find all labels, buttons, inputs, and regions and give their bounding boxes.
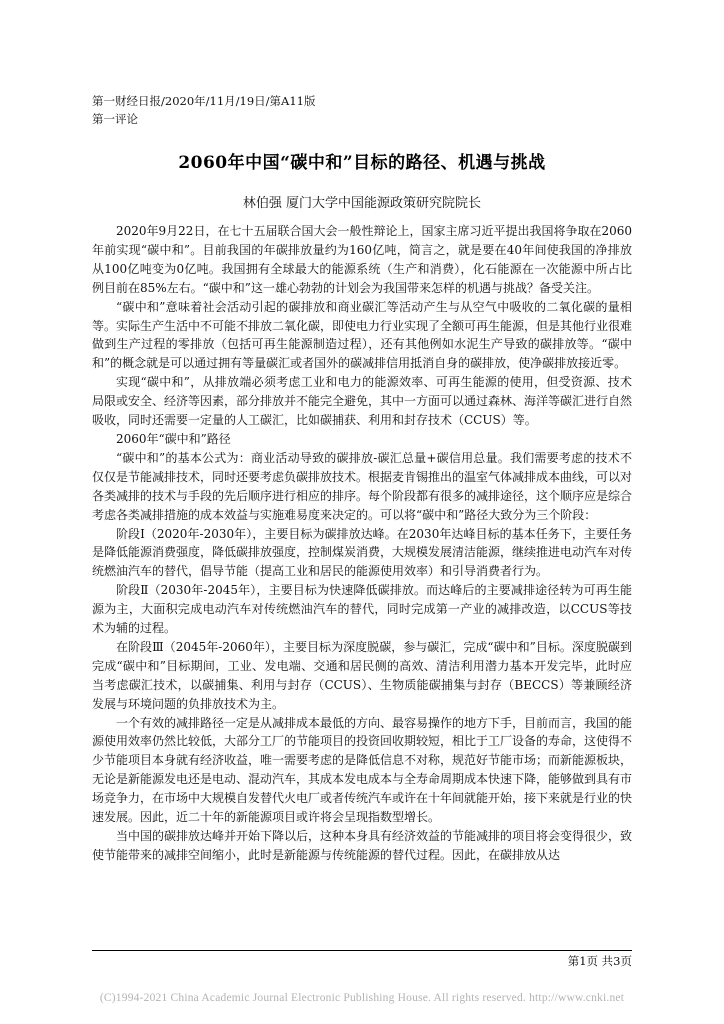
paragraph: 当中国的碳排放达峰并开始下降以后，这种本身具有经济效益的节能减排的项目将会变得很少，致使节能带来的减排空间缩小，此时是新能源与传统能源的替代过程。因此，在碳排放从达 [92,829,633,862]
source-section: 第一评论 [92,112,138,126]
page-number: 第1页 共3页 [567,954,632,968]
article-author: 林伯强 厦门大学中国能源政策研究院院长 [242,196,482,211]
paragraph: “碳中和”的基本公式为：商业活动导致的碳排放-碳汇总量+碳信用总量。我们需要考虑的技术不仅仅是节能减排技术，同时还要考虑负碳排放技术。根据麦肯锡推出的温室气体减排成本曲线，可以对各类减排的技术与手段的先后顺序进行相应的排序。每个阶段都有很多的减排途径，这个顺序应是综合考虑各类减排措施的成本效益与实施难易度来决定的。可以将“碳中和”路径大致分为三个阶段： [92,450,633,522]
paragraph: 2020年9月22日，在七十五届联合国大会一般性辩论上，国家主席习近平提出我国将争取在2060年前实现“碳中和”。目前我国的年碳排放量约为160亿吨，简言之，就是要在40年间使我国的净排放从100亿吨变为0亿吨。我国拥有全球最大的能源系统（生产和消费），化石能源在一次能源中所占比例目前在85%左右。“碳中和”这一雄心勃勃的计划会为我国带来怎样的机遇与挑战？备受关注。 [92,224,632,295]
copyright-footer: (C)1994-2021 China Academic Journal Electronic Publishing House. All rights reserved. http://www.cnki.net [99,992,625,1004]
paragraph: 在阶段Ⅲ（2045年-2060年），主要目标为深度脱碳，参与碳汇，完成“碳中和”目标。深度脱碳到完成“碳中和”目标期间，工业、发电端、交通和居民侧的高效、清洁利用潜力基本开发完毕，此时应当考虑碳汇技术，以碳捕集、利用与封存（CCUS）、生物质能碳捕集与封存（BECCS）等兼顾经济发展与环境问题的负排放技术为主。 [92,639,632,711]
paragraph: “碳中和”意味着社会活动引起的碳排放和商业碳汇等活动产生与从空气中吸收的二氧化碳的量相等。实际生产生活中不可能不排放二氧化碳，即使电力行业实现了全额可再生能源，但是其他行业很难做到生产过程的零排放（包括可再生能源制造过程），还有其他例如水泥生产导致的碳排放等。“碳中和”的概念就是可以通过拥有等量碳汇或者国外的碳减排信用抵消自身的碳排放，使净碳排放接近零。 [92,299,633,371]
paragraph: 实现“碳中和”，从排放端必须考虑工业和电力的能源效率、可再生能源的使用，但受资源、技术局限或安全、经济等因素，部分排放并不能完全避免，其中一方面可以通过森林、海洋等碳汇进行自然吸收，同时还需要一定量的人工碳汇，比如碳捕获、利用和封存技术（CCUS）等。 [92,375,633,428]
paragraph: 阶段Ⅰ（2020年-2030年），主要目标为碳排放达峰。在2030年达峰目标的基本任务下，主要任务是降低能源消费强度，降低碳排放强度，控制煤炭消费，大规模发展清洁能源，继续推进电动汽车对传统燃油汽车的替代，倡导节能（提高工业和居民的能源使用效率）和引导消费者行为。 [92,526,633,579]
paragraph: 阶段Ⅱ（2030年-2045年），主要目标为快速降低碳排放。而达峰后的主要减排途径转为可再生能源为主，大面积完成电动汽车对传统燃油汽车的替代，同时完成第一产业的减排改造，以CCUS等技术为辅的过程。 [92,583,632,636]
source-info [92,92,315,128]
footer-divider [92,950,632,951]
source-publication: 第一财经日报/2020年/11月/19日/第A11版 [92,94,316,108]
article-body [92,222,632,865]
article-title: 2060年中国“碳中和”目标的路径、机遇与挑战 [178,153,546,173]
paragraph: 一个有效的减排路径一定是从减排成本最低的方向、最容易操作的地方下手，目前而言，我国的能源使用效率仍然比较低，大部分工厂的节能项目的投资回收期较短，相比于工厂设备的寿命，这使得不少节能项目本身就有经济收益，唯一需要考虑的是降低信息不对称，规范好节能市场；而新能源板块，无论是新能源发电还是电动、混动汽车，其成本发电成本与全寿命周期成本快速下降，能够做到具有市场竞争力，在市场中大规模自发替代火电厂或者传统汽车或许在十年间就能开始，接下来就是行业的快速发展。因此，近二十年的新能源项目或许将会呈现指数型增长。 [92,715,633,825]
section-heading: 2060年“碳中和”路径 [116,431,231,446]
